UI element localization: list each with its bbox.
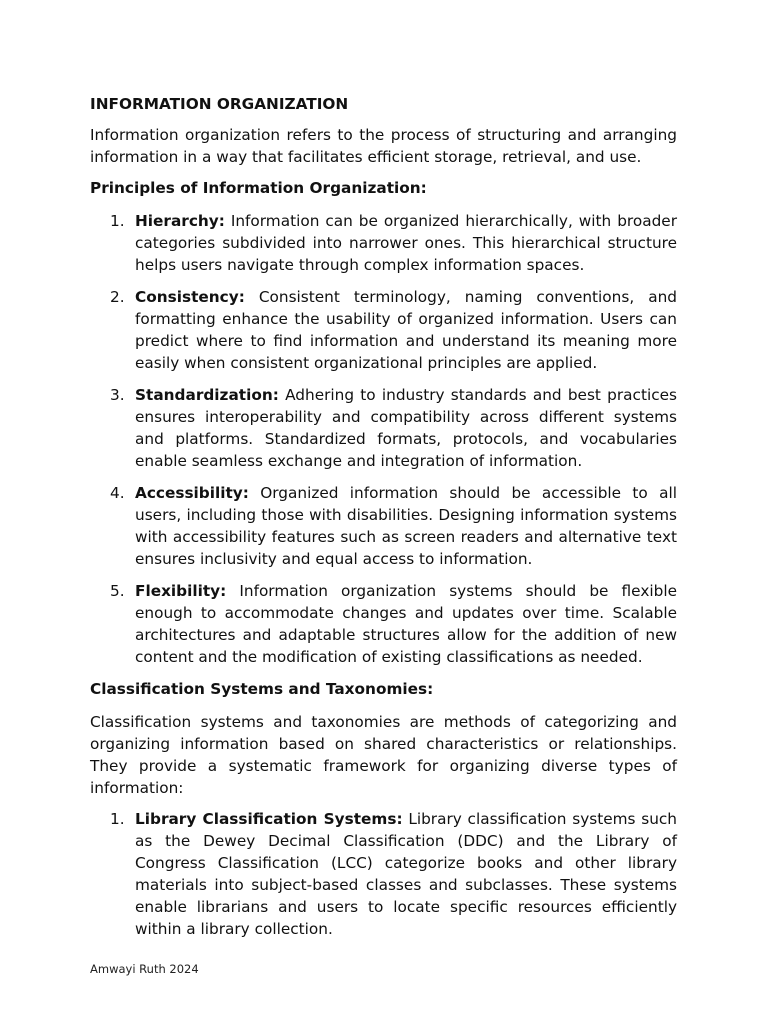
list-text: Information can be organized hierarchically, with broader categories subdivided into narrower ones. This hierarchical structure helps users navigate through complex information spaces. — [135, 212, 677, 274]
list-term: Hierarchy: — [135, 212, 225, 230]
classification-intro-paragraph: Classification systems and taxonomies are methods of categorizing and organizing information based on shared characteristics or relationships. They provide a systematic framework for organizing diverse types of information: — [90, 713, 677, 797]
list-text: Adhering to industry standards and best practices ensures interoperability and compatibility across different systems and platforms. Standardized formats, protocols, and vocabularies enable seamless exchange and integration of information. — [135, 386, 677, 470]
list-term: Library Classification Systems: — [135, 810, 403, 828]
list-text: Library classification systems such as the Dewey Decimal Classification (DDC) and the Library of Congress Classification (LCC) categorize books and other library materials into subject-based classes and subclasses. These systems enable librarians and users to locate specific resources efficiently within a library collection. — [135, 810, 677, 938]
list-item — [90, 808, 677, 940]
list-item — [90, 384, 677, 472]
list-text: Organized information should be accessible to all users, including those with disabilities. Designing information systems with accessibility features such as screen readers and alternative text ensures inclusivity and equal access to information. — [135, 484, 677, 568]
principles-heading: Principles of Information Organization: — [90, 179, 427, 197]
page-footer: Amwayi Ruth 2024 — [90, 962, 199, 976]
classification-list — [90, 808, 677, 940]
list-number: 2. — [110, 288, 125, 306]
list-item — [90, 580, 677, 668]
intro-paragraph: Information organization refers to the process of structuring and arranging information in a way that facilitates efficient storage, retrieval, and use. — [90, 126, 677, 166]
classification-heading: Classification Systems and Taxonomies: — [90, 680, 434, 698]
list-number: 1. — [110, 810, 125, 828]
list-number: 5. — [110, 582, 125, 600]
list-term: Accessibility: — [135, 484, 249, 502]
list-item — [90, 210, 677, 276]
list-term: Flexibility: — [135, 582, 227, 600]
list-item — [90, 482, 677, 570]
list-term: Standardization: — [135, 386, 279, 404]
list-number: 3. — [110, 386, 125, 404]
principles-list — [90, 210, 677, 668]
list-text: Consistent terminology, naming conventions, and formatting enhance the usability of organized information. Users can predict where to find information and understand its meaning more easily when consistent organizational principles are applied. — [135, 288, 677, 372]
document-page — [90, 93, 677, 950]
list-text: Information organization systems should be flexible enough to accommodate changes and updates over time. Scalable architectures and adaptable structures allow for the addition of new content and the modification of existing classifications as needed. — [135, 582, 677, 666]
list-term: Consistency: — [135, 288, 245, 306]
list-number: 4. — [110, 484, 125, 502]
list-number: 1. — [110, 212, 125, 230]
list-item — [90, 286, 677, 374]
document-title: INFORMATION ORGANIZATION — [90, 95, 349, 113]
